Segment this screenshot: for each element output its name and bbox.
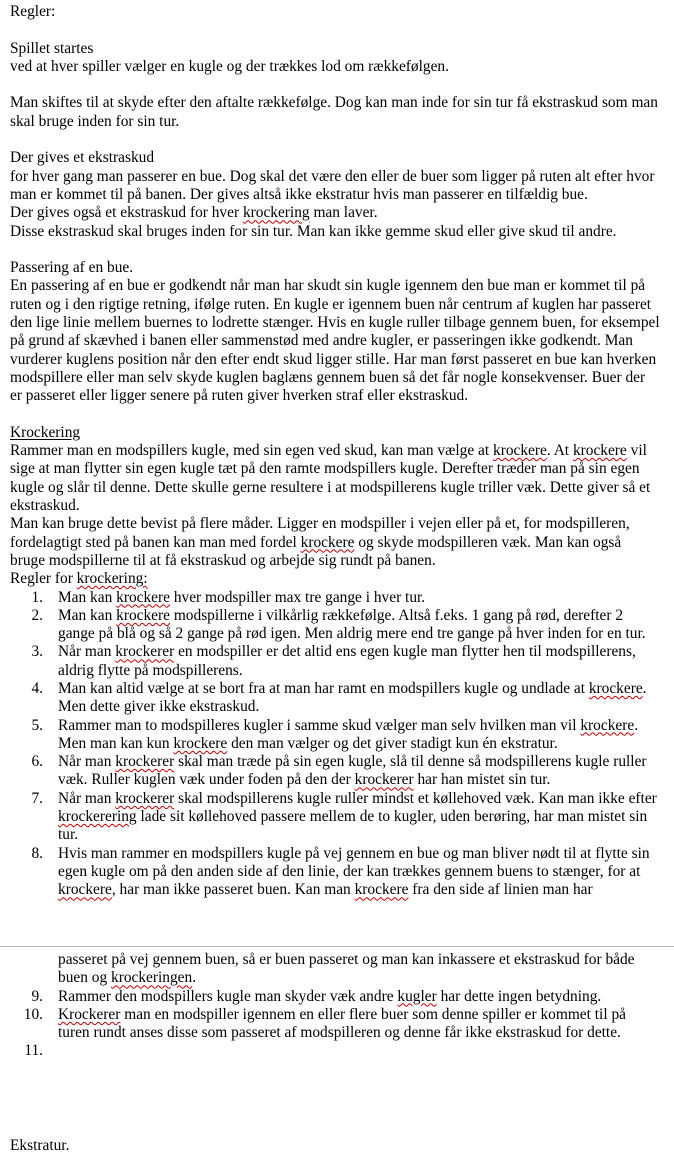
krockering-p1: Rammer man en modspillers kugle, med sin egen ved skud, kan man vælge at krockere. At krockere vil sige at man flytter sin egen kugle tæt på den ramte modspillers kugle. Derefter træder man på sin egen kugle og slår til denne. Dette skulle gerne resultere i at modspillerens kugle triller væk. Dette giver så et ekstraskud.	[10, 442, 651, 515]
list-item: 6. Når man krockerer skal man træde på sin egen kugle, slå til denne så modspillerens kugle ruller væk. Ruller kuglen væk under foden på den der krockerer har han mistet sin tur.	[10, 753, 660, 790]
extra-line1: for hver gang man passerer en bue. Dog skal det være den eller de buer som ligger på ruten alt efter hvor man er kommet til på banen. Der gives altså ikke ekstratur hvis man passerer en tilfældig bue.	[10, 167, 655, 203]
list-number: 10.	[23, 1005, 43, 1023]
start-heading: Spillet startes	[10, 39, 94, 57]
list-number: 2.	[31, 606, 43, 624]
list-number: 11.	[24, 1042, 43, 1060]
passing-heading: Passering af en bue.	[10, 259, 134, 277]
list-number: 3.	[31, 643, 43, 661]
spellcheck-word: krockering	[242, 204, 310, 222]
rules-list-continued	[10, 951, 660, 988]
list-item: 9. Rammer den modspillers kugle man skyder væk andre kugler har dette ingen betydning.	[10, 988, 660, 1006]
list-item: 4. Man kan altid vælge at se bort fra at man har ramt en modspillers kugle og undlade at krockere. Men dette giver ikke ekstraskud.	[10, 680, 660, 717]
list-item: 7. Når man krockerer skal modspillerens kugle ruller mindst et køllehoved væk. Kan man ikke efter krockerering lade sit køllehoved passere mellem de to kugler, uden berøring, har man mistet sin tur.	[10, 790, 660, 845]
footer-heading: Ekstratur.	[10, 1137, 70, 1154]
list-number: 4.	[31, 679, 43, 697]
list-number: 5.	[31, 716, 43, 734]
start-text: ved at hver spiller vælger en kugle og der trækkes lod om rækkefølgen.	[10, 57, 449, 75]
rules-list	[10, 589, 660, 900]
page-break-divider	[0, 946, 674, 947]
list-item: 3. Når man krockerer en modspiller er det altid ens egen kugle man flytter hen til modspillerens, aldrig flytte på modspillerens.	[10, 643, 660, 680]
document-page-2	[10, 951, 660, 1060]
rules-heading: Regler for krockering:	[10, 570, 148, 588]
extra-line3: Disse ekstraskud skal bruges inden for sin tur. Man kan ikke gemme skud eller give skud til andre.	[10, 222, 617, 240]
list-item: 5. Rammer man to modspilleres kugler i samme skud vælger man selv hvilken man vil krockere. Men man kan kun krockere den man vælger og det giver stadigt kun én ekstratur.	[10, 717, 660, 754]
list-number: 8.	[31, 844, 43, 862]
extra-line2: Der gives også et ekstraskud for hver krockering man laver.	[10, 204, 378, 222]
list-item: 2. Man kan krockere modspillerne i vilkårlig rækkefølge. Altså f.eks. 1 gang på rød, derefter 2 gange på blå og så 2 gange på rød igen. Men aldrig mere end tre gange på hver inden for en tur.	[10, 607, 660, 644]
krockering-p2: Man kan bruge dette bevist på flere måder. Ligger en modspiller i vejen eller på et, for modspilleren, fordelagtigt sted på banen kan man med fordel krockere og skyde modspilleren væk. Man kan også bruge modspillerne til at få ekstraskud og arbejde sig rundt på banen.	[10, 515, 630, 569]
list-number: 6.	[31, 753, 43, 771]
list-item: 1. Man kan krockere hver modspiller max tre gange i hver tur.	[10, 589, 660, 607]
rules-list-page2	[10, 987, 660, 1060]
krockering-heading: Krockering	[10, 423, 81, 441]
passing-text: En passering af en bue er godkendt når man har skudt sin kugle igennem den bue man er kommet til på ruten og i den rigtige retning, ifølge ruten. En kugle er igennem buen når centrum af kuglen har passeret den lige linie mellem buernes to lodrette stænger. Hvis en kugle ruller tilbage gennem buen, for eksempel på grund af skævhed i banen eller sammenstød med andre kugler, er passeringen ikke godkendt. Man vurderer kuglens position når den efter endt skud ligger stille. Har man først passeret en bue kan hverken modspillere eller man selv skyde kuglen baglæns gennem buen så det får nogle konsekvenser. Buer der er passeret eller ligger senere på ruten giver hverken straf eller ekstraskud.	[10, 277, 660, 405]
list-item: 10. Krockerer man en modspiller igennem en eller flere buer som denne spiller er kommet til på turen rundt anses disse som passeret af modspilleren og denne får ikke ekstraskud for dette.	[10, 1006, 660, 1043]
list-number: 7.	[31, 789, 43, 807]
list-item: passeret på vej gennem buen, så er buen passeret og man kan inkassere et ekstraskud for både buen og krockeringen.	[58, 951, 635, 987]
list-number: 1.	[31, 588, 43, 606]
turns-text: Man skiftes til at skyde efter den aftalte rækkefølge. Dog kan man inde for sin tur få ekstraskud som man skal bruge inden for sin tur.	[10, 94, 658, 130]
extra-heading: Der gives et ekstraskud	[10, 149, 155, 167]
list-number: 9.	[31, 987, 43, 1005]
document-page-1	[10, 3, 660, 900]
doc-title: Regler:	[10, 3, 56, 20]
list-item: 8. Hvis man rammer en modspillers kugle på vej gennem en bue og man bliver nødt til at flytte sin egen kugle om på den anden side af den linie, der kan trækkes gennem buens to stænger, for at krockere, har man ikke passeret buen. Kan man krockere fra den side af linien man har	[10, 845, 660, 900]
